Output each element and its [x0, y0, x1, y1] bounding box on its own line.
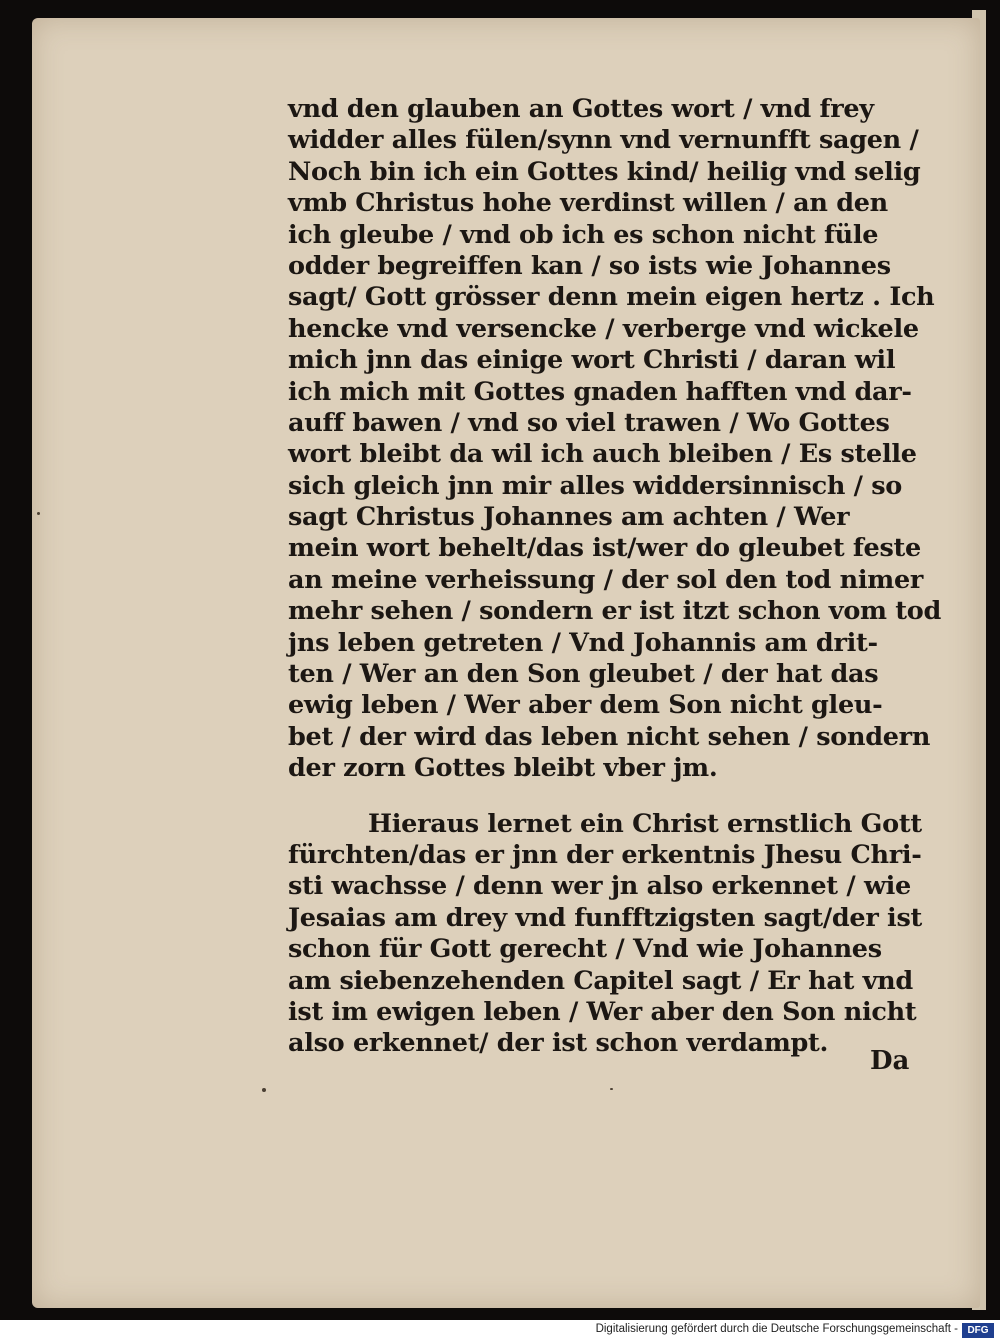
footer-credit: Digitalisierung gefördert durch die Deutsche Forschungsgemeinschaft -	[595, 1323, 958, 1335]
text-line: sagt/ Gott grösser denn mein eigen hertz . Ich	[288, 282, 935, 313]
text-line: fürchten/das er jnn der erkentnis Jhesu Chri-	[288, 839, 922, 870]
text-line: schon für Gott gerecht / Vnd wie Johannes	[288, 934, 882, 965]
text-line: der zorn Gottes bleibt vber jm.	[288, 753, 718, 784]
text-line: ewig leben / Wer aber dem Son nicht gleu-	[288, 690, 883, 721]
text-line: odder begreiffen kan / so ists wie Johannes	[288, 250, 891, 281]
footer-bar	[0, 1320, 1000, 1341]
text-line: hencke vnd versencke / verberge vnd wickele	[288, 313, 919, 344]
text-line: sich gleich jnn mir alles widdersinnisch / so	[288, 470, 903, 501]
dfg-logo: DFG	[962, 1323, 994, 1338]
paragraph-2	[288, 808, 922, 1060]
text-line: vmb Christus hohe verdinst willen / an den	[288, 188, 888, 219]
text-line: sti wachsse / denn wer jn also erkennet / wie	[288, 871, 911, 902]
text-line: ich mich mit Gottes gnaden hafften vnd dar-	[288, 376, 912, 407]
text-line: Noch bin ich ein Gottes kind/ heilig vnd selig	[288, 156, 921, 187]
text-line: an meine verheissung / der sol den tod nimer	[288, 564, 924, 595]
text-line: Jesaias am drey vnd funfftzigsten sagt/der ist	[288, 902, 922, 933]
text-line: vnd den glauben an Gottes wort / vnd frey	[288, 94, 874, 124]
text-block	[288, 94, 942, 1060]
text-line: sagt Christus Johannes am achten / Wer	[288, 502, 850, 533]
text-line: mehr sehen / sondern er ist itzt schon vom tod	[288, 596, 942, 627]
text-line: am siebenzehenden Capitel sagt / Er hat vnd	[288, 965, 913, 996]
text-line: bet / der wird das leben nicht sehen / sondern	[288, 721, 931, 752]
text-line: ten / Wer an den Son gleubet / der hat das	[288, 659, 879, 690]
catchword: Da	[870, 1046, 910, 1076]
text-line: Hieraus lernet ein Christ ernstlich Gott	[368, 808, 922, 839]
text-line: mich jnn das einige wort Christi / daran wil	[288, 345, 896, 376]
text-line: auff bawen / vnd so viel trawen / Wo Gottes	[288, 407, 890, 438]
text-line: wort bleibt da wil ich auch bleiben / Es stelle	[288, 439, 917, 470]
text-line: ist im ewigen leben / Wer aber den Son nicht	[288, 996, 917, 1027]
paragraph-1	[288, 94, 942, 785]
text-line: mein wort behelt/das ist/wer do gleubet feste	[288, 533, 921, 564]
text-line: jns leben getreten / Vnd Johannis am drit-	[288, 627, 878, 658]
text-line: widder alles fülen/synn vnd vernunfft sagen /	[288, 125, 919, 156]
text-line: also erkennet/ der ist schon verdampt.	[288, 1028, 829, 1059]
text-line: ich gleube / vnd ob ich es schon nicht füle	[288, 219, 879, 250]
